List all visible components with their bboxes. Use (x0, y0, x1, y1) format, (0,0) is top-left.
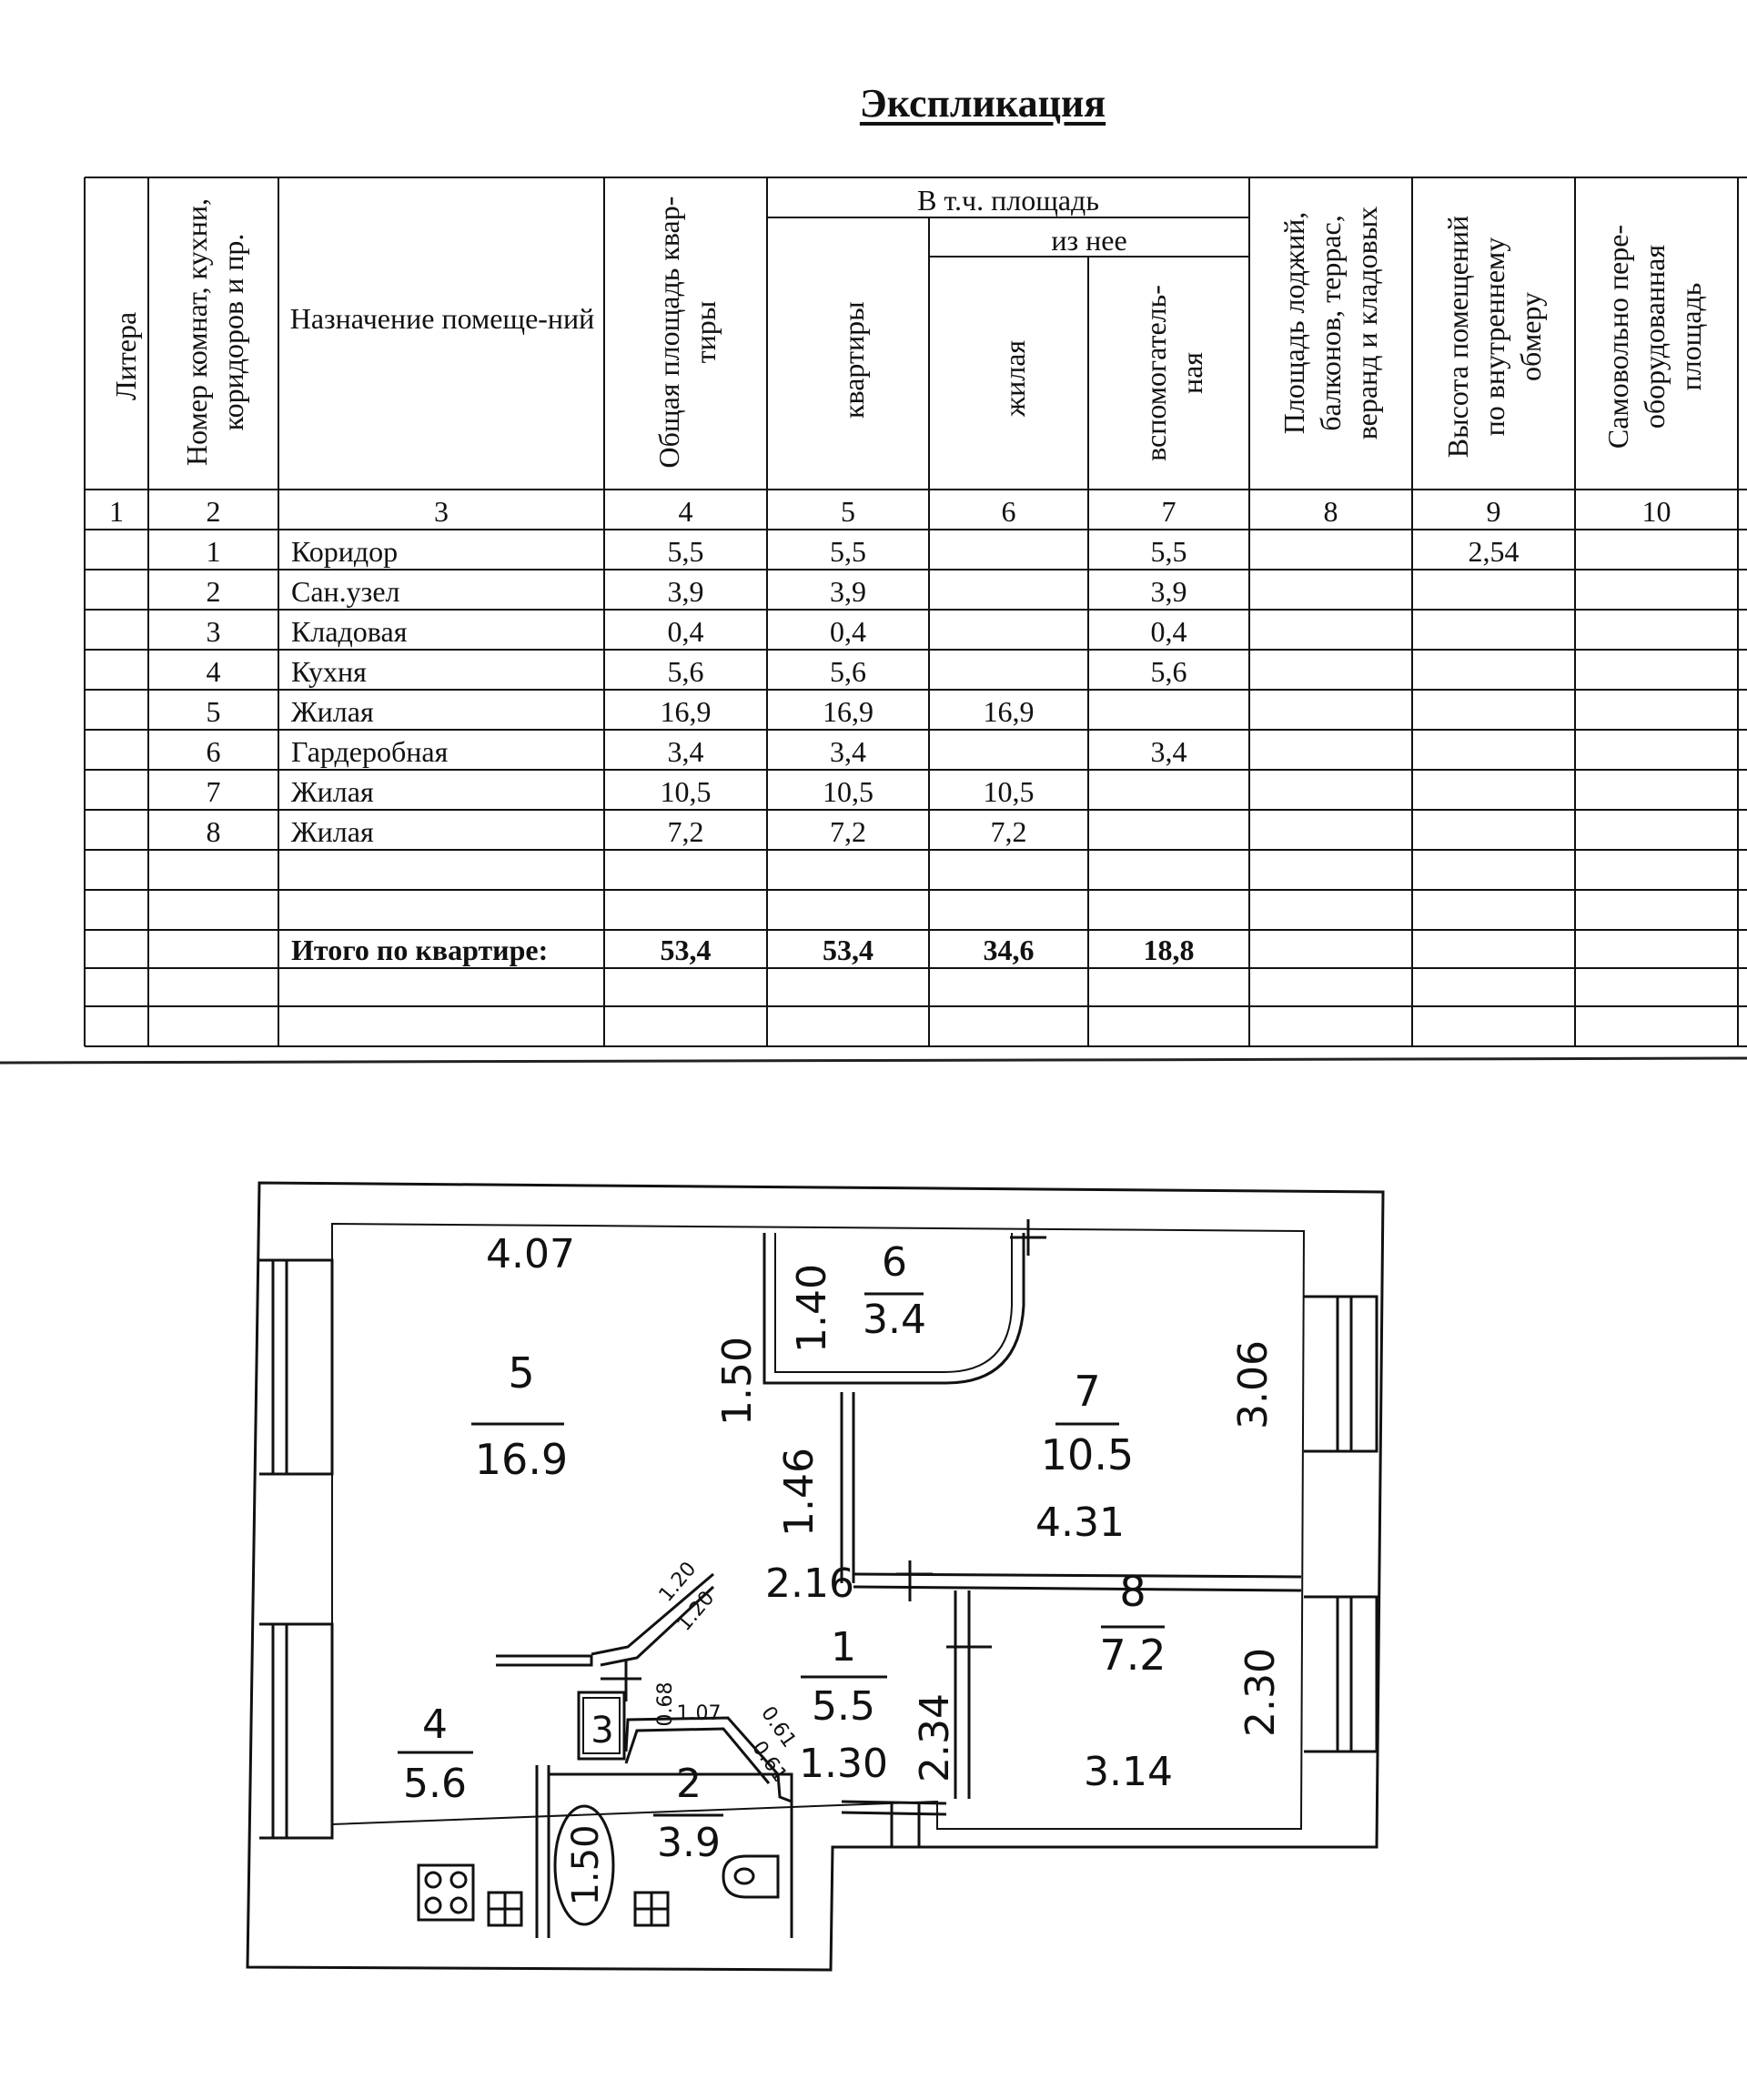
room-3-number: 3 (591, 1710, 614, 1752)
dim-r5-top: 4.07 (486, 1231, 575, 1277)
floor-plan-drawing (0, 1156, 1747, 2011)
table-cell-total: 10,5 (660, 775, 712, 808)
room-4-area: 5.6 (403, 1761, 467, 1807)
table-cell-no: 7 (206, 775, 221, 808)
room-5-area: 16.9 (474, 1435, 569, 1484)
header-purpose: Назначение помеще-ний (289, 302, 595, 335)
table-cell-apt: 16,9 (823, 695, 874, 728)
dim-small4: 0.61 (747, 1737, 792, 1787)
colnum-4: 4 (678, 495, 693, 528)
table-cell-apt: 3,9 (830, 575, 866, 608)
table-cell-apt: 5,5 (830, 535, 866, 568)
table-cell-total: 3,4 (667, 735, 704, 768)
header-room-number: Номер комнат, кухни, коридоров и пр. (180, 198, 249, 466)
room-1-area: 5.5 (812, 1683, 875, 1730)
dim-diag2: 1.20 (672, 1587, 720, 1636)
colnum-7: 7 (1161, 495, 1176, 528)
table-cell-name: Кладовая (291, 615, 408, 648)
header-height: Высота помещений по внутреннему обмеру (1441, 215, 1547, 459)
table-cell-living: 16,9 (983, 695, 1035, 728)
table-cell-total: 16,9 (660, 695, 712, 728)
dim-r1-bottom: 1.30 (799, 1741, 888, 1787)
dim-diag1: 1.20 (654, 1558, 702, 1607)
dim-r5-side: 1.50 (714, 1337, 761, 1426)
dim-r5-corr: 1.46 (776, 1448, 823, 1537)
header-total-area: Общая площадь квар-тиры (652, 196, 722, 469)
table-cell-no: 6 (206, 735, 221, 768)
table-cell-total: 7,2 (667, 815, 704, 848)
colnum-5: 5 (841, 495, 855, 528)
header-incl-area: В т.ч. площадь (917, 184, 1099, 217)
colnum-6: 6 (1001, 495, 1016, 528)
table-cell-no: 4 (206, 655, 221, 688)
room-8-area: 7.2 (1099, 1631, 1166, 1680)
header-loggia: Площадь лоджий, балконов, террас, веранд и кладовых (1277, 206, 1383, 440)
table-cell-name: Кухня (291, 655, 367, 688)
dim-r8-bottom: 3.14 (1084, 1749, 1173, 1795)
table-cell-height: 2,54 (1468, 535, 1520, 568)
table-cell-total: 3,9 (667, 575, 704, 608)
table-cell-apt: 7,2 (830, 815, 866, 848)
room-5-number: 5 (508, 1348, 535, 1398)
table-cell-total: 0,4 (667, 615, 704, 648)
dim-small2: 1.07 (676, 1702, 722, 1725)
table-cell-living: 10,5 (983, 775, 1035, 808)
table-cell-name: Жилая (291, 775, 374, 808)
table-cell-no: 8 (206, 815, 221, 848)
page-title: Экспликация (859, 81, 1106, 126)
header-apartment: квартиры (837, 301, 870, 419)
room-6-area: 3.4 (863, 1297, 926, 1343)
dim-r7-bottom: 4.31 (1035, 1499, 1125, 1546)
table-cell-living: 7,2 (990, 815, 1027, 848)
total-living: 34,6 (983, 934, 1035, 966)
table-cell-no: 5 (206, 695, 221, 728)
table-cell-no: 2 (206, 575, 221, 608)
table-cell-name: Жилая (291, 695, 374, 728)
dim-r8-right: 2.30 (1237, 1648, 1284, 1737)
room-2-number: 2 (676, 1761, 702, 1807)
room-1-number: 1 (831, 1624, 856, 1671)
table-cell-apt: 0,4 (830, 615, 866, 648)
colnum-9: 9 (1486, 495, 1501, 528)
floor-plan (0, 1156, 1747, 2011)
room-7-area: 10.5 (1040, 1430, 1135, 1479)
table-cell-name: Сан.узел (291, 575, 400, 608)
dim-small3: 0.61 (756, 1702, 801, 1752)
dim-small1: 0.68 (654, 1681, 677, 1727)
room-4-number: 4 (422, 1701, 448, 1748)
table-cell-aux: 3,9 (1150, 575, 1187, 608)
table-cell-aux: 0,4 (1150, 615, 1187, 648)
table-cell-name: Коридор (291, 535, 399, 568)
table-cell-total: 5,6 (667, 655, 704, 688)
header-of-it: из нее (1051, 224, 1127, 257)
total-area: 53,4 (660, 934, 712, 966)
room-2-area: 3.9 (657, 1820, 721, 1866)
total-label: Итого по квартире: (291, 934, 549, 966)
table-cell-apt: 5,6 (830, 655, 866, 688)
table-cell-aux: 5,6 (1150, 655, 1187, 688)
table-cell-no: 1 (206, 535, 221, 568)
header-self-built: Самовольно пере-оборудованная площадь (1601, 224, 1707, 449)
dim-r1-side: 2.34 (912, 1693, 958, 1782)
dim-r7-right: 3.06 (1230, 1340, 1277, 1429)
total-apartment: 53,4 (823, 934, 874, 966)
dim-r6-side: 1.40 (789, 1264, 835, 1353)
total-auxiliary: 18,8 (1143, 934, 1195, 966)
header-living: жилая (998, 339, 1031, 417)
table-cell-aux: 3,4 (1150, 735, 1187, 768)
table-cell-name: Гардеробная (291, 735, 449, 768)
table-cell-aux: 5,5 (1150, 535, 1187, 568)
colnum-3: 3 (434, 495, 449, 528)
colnum-2: 2 (206, 495, 221, 528)
table-cell-apt: 3,4 (830, 735, 866, 768)
dim-r1-top: 2.16 (765, 1560, 854, 1607)
table-cell-apt: 10,5 (823, 775, 874, 808)
colnum-8: 8 (1323, 495, 1338, 528)
colnum-1: 1 (109, 495, 124, 528)
table-cell-total: 5,5 (667, 535, 704, 568)
table-cell-name: Жилая (291, 815, 374, 848)
room-8-number: 8 (1119, 1567, 1146, 1616)
header-litera: Литера (109, 311, 142, 400)
dim-bath: 1.50 (565, 1824, 607, 1906)
room-6-number: 6 (882, 1239, 907, 1286)
colnum-10: 10 (1641, 495, 1671, 528)
header-auxiliary: вспомогатель-ная (1139, 285, 1208, 461)
table-cell-no: 3 (206, 615, 221, 648)
room-7-number: 7 (1074, 1367, 1101, 1416)
